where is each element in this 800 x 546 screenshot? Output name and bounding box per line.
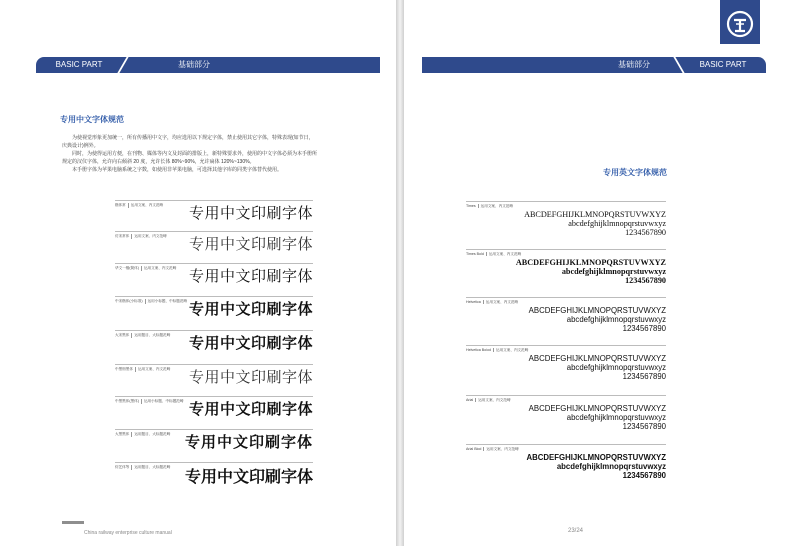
font-usage: 运用题目、大标题范畴	[134, 432, 171, 436]
english-font-row	[466, 444, 666, 491]
logo-block	[720, 0, 760, 44]
page-number: 23/24	[568, 528, 584, 534]
font-specimen	[524, 210, 666, 238]
header-band-left	[36, 57, 380, 73]
font-name: 大黑黑体	[115, 432, 132, 437]
english-font-heading: 专用英文字体规范	[603, 168, 667, 177]
font-name: 华文一楷(简体)	[115, 266, 142, 271]
intro-paragraph: 本手册字体为苹果电脑系统之字数，如使用非苹果电脑，可选择其他字库的同类字体替代使用。	[72, 167, 283, 173]
specimen-lowercase: abcdefghijklmnopqrstuvwxyz	[556, 462, 666, 472]
font-name: Times	[466, 204, 479, 208]
font-name: 楷体常	[115, 203, 129, 208]
font-sample: 专用中文印刷字体	[188, 369, 313, 386]
specimen-uppercase: ABCDEFGHIJKLMNOPQRSTUVWXYZ	[526, 453, 666, 462]
font-usage: 运用文案、内文范畴	[134, 234, 167, 238]
chinese-font-row	[115, 296, 313, 327]
chinese-font-row	[115, 200, 313, 231]
specimen-uppercase: ABCDEFGHIJKLMNOPQRSTUVWXYZ	[524, 210, 666, 219]
chinese-font-row	[115, 396, 313, 427]
font-usage: 运用文案、内文范畴	[495, 348, 529, 352]
chinese-font-row	[115, 462, 313, 493]
specimen-digits: 1234567890	[625, 228, 666, 238]
specimen-lowercase: abcdefghijklmnopqrstuvwxyz	[566, 363, 666, 373]
font-usage: 运用文案、内文范畴	[130, 203, 164, 207]
english-font-row	[466, 297, 666, 344]
specimen-digits: 1234567890	[622, 471, 666, 481]
header-band-right	[422, 57, 766, 73]
font-specimen	[516, 258, 666, 286]
railway-emblem-icon	[726, 10, 754, 38]
font-usage: 运用文案、内文范畴	[486, 447, 519, 451]
specimen-lowercase: abcdefghijklmnopqrstuvwxyz	[561, 267, 666, 277]
font-specimen	[529, 306, 666, 334]
basic-part-tab: BASIC PART	[699, 60, 747, 69]
font-sample: 专用中文印刷字体	[188, 204, 313, 222]
font-sample: 专用中文印刷字体	[184, 469, 313, 486]
font-specimen	[529, 354, 666, 382]
specimen-lowercase: abcdefghijklmnopqrstuvwxyz	[568, 219, 666, 229]
section-label: 基础部分	[178, 60, 210, 69]
font-usage: 运用文案、内文范畴	[480, 204, 513, 208]
specimen-uppercase: ABCDEFGHIJKLMNOPQRSTUVWXYZ	[528, 354, 666, 363]
intro-paragraphs	[62, 134, 318, 174]
font-name: 大宋黑体	[115, 333, 132, 338]
font-sample: 专用中文印刷字体	[188, 401, 313, 418]
font-name: 中黑细黑体	[115, 367, 136, 372]
font-usage: 运用小标题、中标题范畴	[143, 399, 184, 403]
english-font-row	[466, 345, 666, 392]
chinese-font-row	[115, 330, 313, 361]
chinese-font-row	[115, 231, 313, 262]
font-sample: 专用中文印刷字体	[188, 335, 313, 352]
specimen-uppercase: ABCDEFGHIJKLMNOPQRSTUVWXYZ	[528, 306, 666, 315]
font-name: Helvetica	[466, 300, 484, 304]
font-name: Arial Blod	[466, 447, 484, 451]
intro-paragraph: 同时，为使得运用方便，在刊物、媒体等内文及封面的排版上，新特殊要求外，使用的中文字体必须为本手册所规定的汉仪字体，允许向右倾斜 20 度，允许长体 80%~90%，允许扁体 120%~130%。	[62, 151, 318, 165]
font-usage: 运用题目、大标题范畴	[134, 333, 171, 337]
font-sample: 专用中文印刷字体	[188, 301, 313, 318]
specimen-uppercase: ABCDEFGHIJKLMNOPQRSTUVWXYZ	[515, 258, 666, 267]
specimen-digits: 1234567890	[625, 276, 666, 286]
english-font-row	[466, 201, 666, 248]
font-sample: 专用中文印刷字体	[184, 434, 313, 451]
page-gutter	[396, 0, 404, 546]
font-specimen	[529, 404, 666, 432]
font-usage: 运用文案、内文范畴	[143, 266, 177, 270]
font-name: 中宋楷体(小标准)	[115, 299, 146, 304]
specimen-digits: 1234567890	[622, 324, 666, 334]
specimen-lowercase: abcdefghijklmnopqrstuvwxyz	[566, 413, 666, 423]
font-usage: 运用文案、内文范畴	[478, 398, 511, 402]
left-page	[0, 0, 396, 546]
font-usage: 运用文案、内文范畴	[485, 300, 519, 304]
chinese-font-row	[115, 429, 313, 460]
font-name: 仿宋常体	[115, 234, 132, 239]
font-usage: 运用文案、内文范畴	[137, 367, 171, 371]
english-font-row	[466, 395, 666, 442]
right-page	[404, 0, 800, 546]
chinese-font-heading: 专用中文字体规范	[60, 115, 124, 124]
font-name: Arial	[466, 398, 476, 402]
section-label: 基础部分	[618, 60, 650, 69]
specimen-digits: 1234567890	[622, 372, 666, 382]
intro-paragraph: 为使视觉形象更加统一，所有传播用中文字，均应选用以下规定字体，禁止使用其它字体，特殊表现(如节日，庆典设计)例外。	[62, 135, 314, 149]
font-name: 中黑黑体(黑体)	[115, 399, 142, 404]
chinese-font-row	[115, 263, 313, 294]
specimen-digits: 1234567890	[622, 422, 666, 432]
font-usage: 运用文案、内文范畴	[488, 252, 522, 256]
basic-part-tab: BASIC PART	[55, 60, 103, 69]
specimen-uppercase: ABCDEFGHIJKLMNOPQRSTUVWXYZ	[528, 404, 666, 413]
footer-text: China railway enterprise culture manual	[84, 530, 172, 536]
specimen-lowercase: abcdefghijklmnopqrstuvwxyz	[566, 315, 666, 325]
english-font-row	[466, 249, 666, 296]
font-specimen	[527, 453, 666, 481]
font-name: Times Bold	[466, 252, 487, 256]
font-name: Helvetica Boiod	[466, 348, 494, 352]
font-sample: 专用中文印刷字体	[188, 268, 313, 285]
font-sample: 专用中文印刷字体	[188, 236, 313, 253]
font-usage: 运用小标题、中标题范畴	[147, 299, 188, 303]
footer-bar	[62, 521, 84, 524]
chinese-font-row	[115, 364, 313, 395]
font-name: 综艺体等	[115, 465, 132, 470]
font-usage: 运用题目、大标题范畴	[134, 465, 171, 469]
